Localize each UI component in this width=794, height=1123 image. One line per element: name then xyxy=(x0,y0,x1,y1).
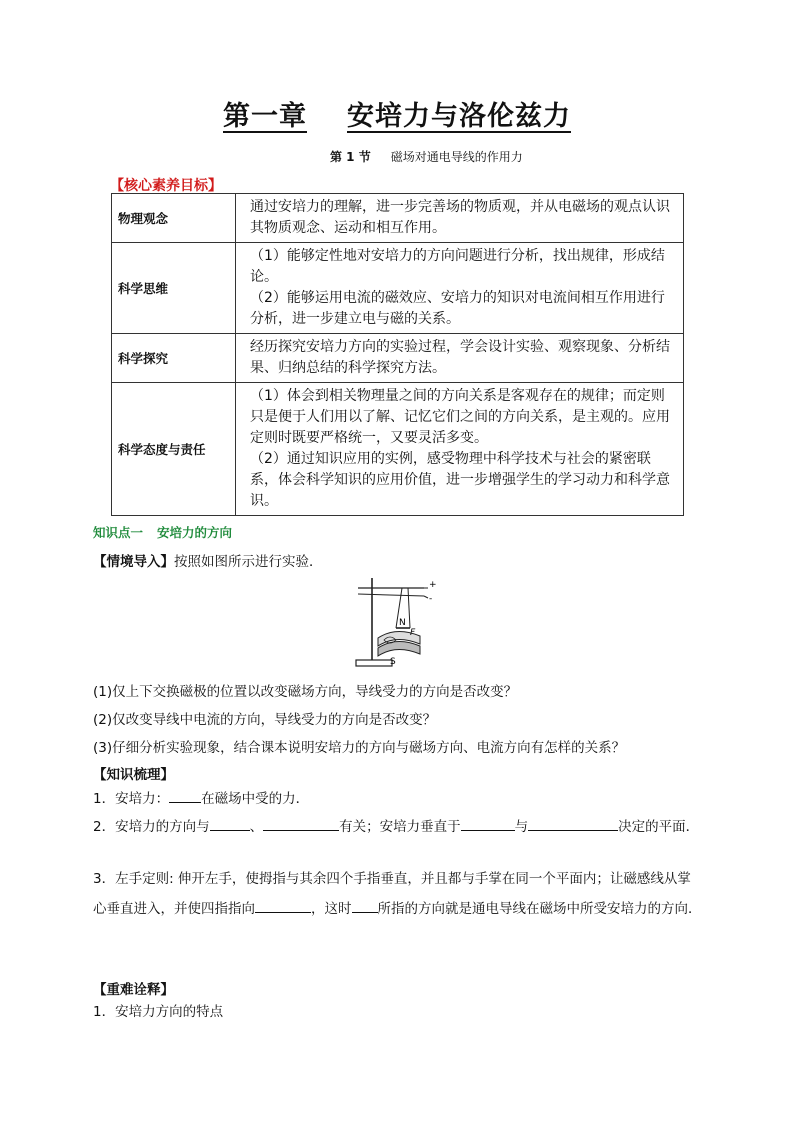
scenario-intro xyxy=(93,550,323,570)
goals-heading: 【核心素养目标】 xyxy=(110,178,222,194)
section-title xyxy=(330,148,523,165)
fill-blank xyxy=(461,816,515,831)
scenario-text: 按照如图所示进行实验． xyxy=(174,554,323,570)
goal-line: 经历探究安培力方向的实验过程，学会设计实验、观察现象、分析结果、归纳总结的科学探究方法。 xyxy=(250,339,670,376)
chapter-title xyxy=(0,94,794,133)
minus-terminal: - xyxy=(429,594,433,604)
fill-blank xyxy=(352,898,378,913)
force-label: F xyxy=(410,628,416,638)
question-3: (3)仔细分析实验现象，结合课本说明安培力的方向与磁场方向、电流方向有怎样的关系？ xyxy=(93,740,626,756)
fill-blank xyxy=(210,816,250,831)
lead-minus xyxy=(424,596,428,598)
fill-blank xyxy=(255,898,311,913)
goal-line: （1）体会到相关物理量之间的方向关系是客观存在的规律；而定则只是便于人们用以了解、记忆它们之间的方向关系，是主观的。应用定则时既要严格统一，又要灵活多变。 xyxy=(250,388,670,446)
question-1: (1)仅上下交换磁极的位置以改变磁场方向，导线受力的方向是否改变？ xyxy=(93,684,518,700)
chapter-name: 安培力与洛伦兹力 xyxy=(347,101,571,132)
experiment-figure xyxy=(350,574,440,668)
goal-line: （1）能够定性地对安培力的方向问题进行分析，找出规律，形成结论。 xyxy=(250,248,665,285)
stand-base xyxy=(356,660,392,666)
review-item-1: 1．安培力： 在磁场中受的力． xyxy=(93,784,703,814)
goals-table xyxy=(111,193,684,516)
table-row xyxy=(112,383,684,516)
stand-arm-lower xyxy=(358,594,424,596)
section-name: 磁场对通电导线的作用力 xyxy=(390,150,523,164)
goal-line: （2）通过知识应用的实例，感受物理中科学技术与社会的紧密联系，体会科学知识的应用价值，进一步增强学生的学习动力和科学意识。 xyxy=(250,451,670,509)
magnet-bottom xyxy=(378,641,420,656)
chapter-number: 第一章 xyxy=(223,101,307,132)
goal-label: 物理观念 xyxy=(112,194,236,243)
hanging-wire-right xyxy=(408,588,410,628)
goal-label: 科学探究 xyxy=(112,334,236,383)
goal-text xyxy=(236,383,684,516)
south-pole-label: S xyxy=(390,657,396,667)
difficulty-item-1: 1．安培力方向的特点 xyxy=(93,1004,224,1020)
fill-blank xyxy=(169,788,201,803)
north-pole-label: N xyxy=(399,618,406,628)
knowledge-review-tag: 【知识梳理】 xyxy=(93,767,174,783)
goal-text xyxy=(236,194,684,243)
fill-blank xyxy=(528,816,618,831)
table-row xyxy=(112,194,684,243)
goal-label: 科学思维 xyxy=(112,243,236,334)
goal-text xyxy=(236,243,684,334)
table-row xyxy=(112,243,684,334)
knowledge-point-label: 知识点一 xyxy=(93,525,144,540)
fill-blank xyxy=(263,816,339,831)
difficulty-tag: 【重难诠释】 xyxy=(93,982,174,998)
review-item-3: 3．左手定则: 伸开左手，使拇指与其余四个手指垂直，并且都与手掌在同一个平面内；让磁感线从掌心垂直进入，并使四指指向 ，这时 所指的方向就是通电导线在磁场中所受安培力的方向． xyxy=(93,871,702,917)
table-row xyxy=(112,334,684,383)
goal-line: （2）能够运用电流的磁效应、安培力的知识对电流间相互作用进行分析，进一步建立电与磁的关系。 xyxy=(250,290,665,327)
scenario-tag: 【情境导入】 xyxy=(93,554,174,570)
plus-terminal: + xyxy=(429,580,437,590)
goal-label: 科学态度与责任 xyxy=(112,383,236,516)
goal-line: 通过安培力的理解，进一步完善场的物质观，并从电磁场的观点认识其物质观念、运动和相互作用。 xyxy=(250,199,670,236)
knowledge-point-title: 安培力的方向 xyxy=(157,525,233,540)
knowledge-point-heading xyxy=(93,523,232,541)
goal-text xyxy=(236,334,684,383)
review-item-2: 2．安培力的方向与 、 有关；安培力垂直于 与 决定的平面． xyxy=(93,812,703,842)
section-number: 第 1 节 xyxy=(330,150,371,164)
question-2: (2)仅改变导线中电流的方向，导线受力的方向是否改变？ xyxy=(93,712,437,728)
